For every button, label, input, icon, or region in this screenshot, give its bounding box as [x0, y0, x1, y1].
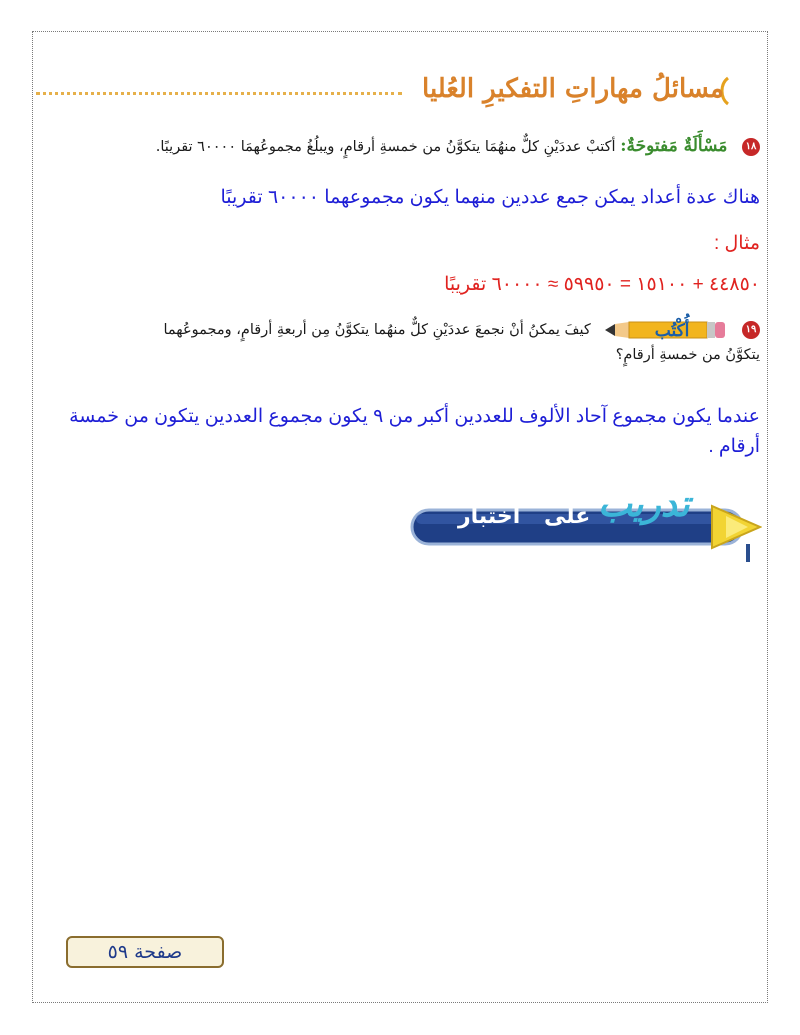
pencil-label-icon	[605, 319, 727, 341]
problem-text: كيفَ يمكنُ أنْ نجمعَ عددَيْنِ كلٌّ منهُما يتكوَّنُ مِن أربعةِ أرقامٍ، ومجموعُهما	[163, 322, 591, 338]
problem-text-line2: يتكوَّنُ من خمسةِ أرقامٍ؟	[615, 347, 760, 363]
answer-18-text: هناك عدة أعداد يمكن جمع عددين منهما يكون مجموعهما ٦٠٠٠٠ تقريبًا	[220, 187, 760, 208]
example-label: مثال :	[713, 233, 760, 254]
problem-18	[30, 136, 760, 156]
section-header	[36, 72, 772, 112]
banner-word-practice: تدريب	[598, 484, 690, 525]
page-number-text: صفحة ٥٩	[107, 941, 183, 963]
banner-word-on: على	[544, 504, 591, 529]
problem-number-badge: ١٨	[742, 138, 760, 156]
example-equation: ٤٤٨٥٠ + ١٥١٠٠ = ٥٩٩٥٠ ≈ ٦٠٠٠٠ تقريبًا	[444, 274, 760, 295]
problem-text: أكتبْ عددَيْنِ كلٌّ منهُمَا يتكوَّنُ من خمسةِ أرقامٍ، ويبلُغُ مجموعُهمَا ٦٠٠٠٠ تقريبًا.	[155, 139, 616, 155]
answer-19-text: عندما يكون مجموع آحاد الألوف للعددين أكبر من ٩ يكون مجموع العددين يتكون من خمسة أرقام .	[69, 406, 760, 457]
section-title: مسائلُ مهاراتِ التفكيرِ العُليا	[422, 74, 724, 104]
problem-number-badge: ١٩	[742, 321, 760, 339]
page-number-label	[66, 936, 224, 968]
problem-19	[40, 318, 760, 368]
problem-label: مَسْأَلَةٌ مَفتوحَةٌ:	[620, 136, 728, 156]
banner-word-test: اختبار	[458, 504, 521, 529]
write-label: أُكْتُب	[654, 321, 690, 341]
test-practice-banner	[408, 484, 762, 564]
dotted-divider	[36, 92, 402, 95]
